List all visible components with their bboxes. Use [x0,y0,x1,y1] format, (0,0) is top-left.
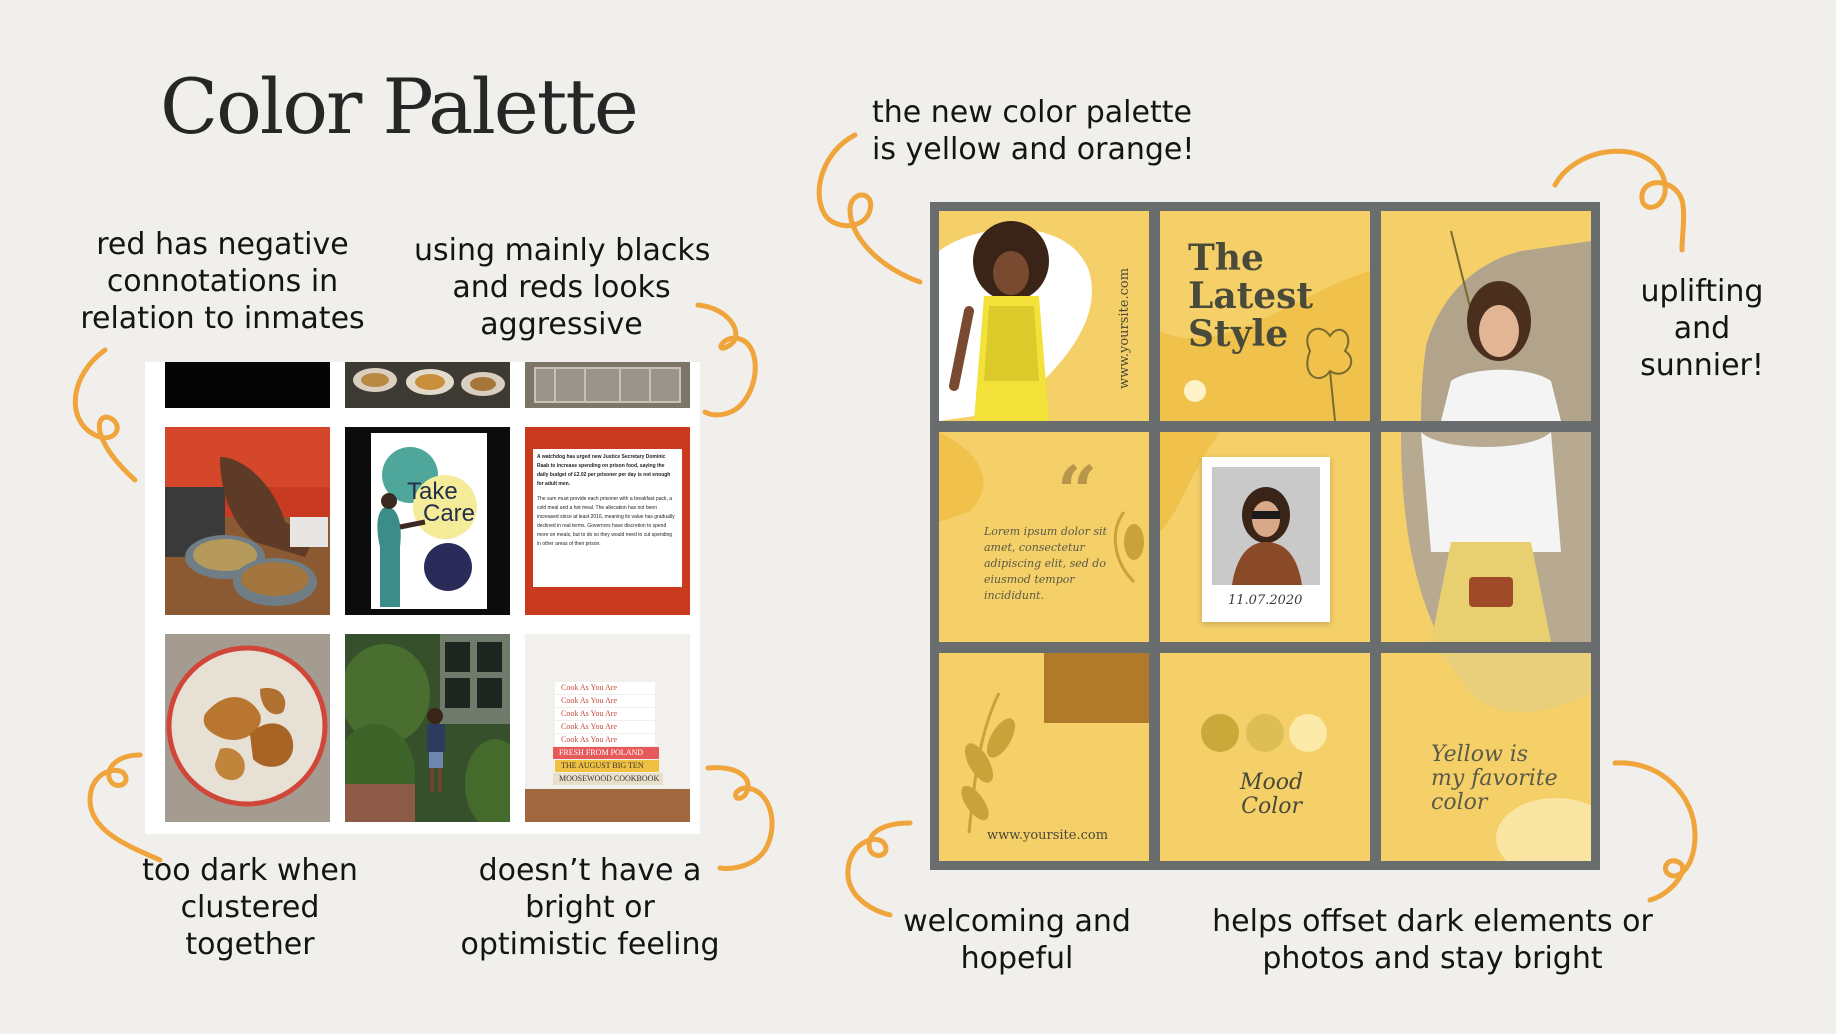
ygrid-mood-cell [1160,653,1370,861]
book-spine: Cook As You Are [555,721,655,733]
squiggle-new-palette [805,130,930,290]
book-spine: Cook As You Are [555,734,655,746]
mood-color-text: Mood Color [1240,770,1304,819]
book-spine: THE AUGUST BIG TEN [555,760,659,772]
ygrid-woman-cell-mid [1381,432,1591,642]
polaroid-photo [1212,467,1320,585]
ygrid-headline-cell [1160,211,1370,421]
ig-dumpling-plate-image [165,634,330,822]
ygrid-favorite-cell [1381,653,1591,861]
food-tray-photo [345,362,510,408]
news-article-text: A watchdog has urged new Justice Secretary Dominic Raab to increase spending on prison food, saying the daily budget of £2.02 per prisoner per day is not enough for adult men. The sum must provide each prisoner with a breakfast pack, a cold meal and a hot meal. The allocation has not been increased since at least 2016, meaning its value has gradually declined in real terms. Governors have discretion to spend more on meals, but to do so they would need to cut spending in other areas of their prison. [537,454,675,547]
book-spine: MOOSEWOOD COOKBOOK [553,773,663,785]
note-red-negative: red has negative connotations in relation to inmates [80,227,365,336]
squiggle-offset [1610,755,1700,905]
mood-color-swatches [1160,653,1370,861]
headline-text: The Latest Style [1188,237,1314,355]
white-sweater-woman-photo-mid [1381,432,1591,642]
take-care-title: Take Care [407,478,476,527]
ig-food-tray-image [345,362,510,408]
quote-mark: “ [1057,450,1098,533]
ig-take-care-image [345,427,510,615]
note-too-dark: too dark when clustered together [142,853,358,962]
dumpling-plate-photo [165,634,330,822]
book-spine: Cook As You Are [555,695,655,707]
ig-table-meal-image [165,427,330,615]
site-vertical-text: www.yoursite.com [1117,267,1132,389]
white-sweater-woman-photo-top [1381,211,1591,421]
favorite-color-text: Yellow is my favorite color [1431,742,1558,815]
squiggle-welcoming [840,815,940,925]
ygrid-leaf-cell [939,653,1149,861]
note-uplifting: uplifting and sunnier! [1640,274,1764,383]
note-offset: helps offset dark elements or photos and stay bright [1212,904,1653,976]
instagram-grid [145,362,700,834]
book-spine: FRESH FROM POLAND [553,747,659,759]
note-welcoming: welcoming and hopeful [903,904,1131,976]
ygrid-quote-cell [939,432,1149,642]
garden-person-photo [345,634,510,822]
ig-black-image [165,362,330,408]
ygrid-polaroid-cell [1160,432,1370,642]
yellow-template-grid [930,202,1600,870]
book-spine: Cook As You Are [555,682,655,694]
squiggle-blacks-reds [690,300,770,430]
book-spine: Cook As You Are [555,708,655,720]
note-blacks-reds: using mainly blacks and reds looks aggressive [414,233,711,342]
site-bottom-text: www.yoursite.com [987,828,1109,843]
lorem-ipsum-text: Lorem ipsum dolor sit amet, consectetur adipiscing elit, sed do eiusmod tempor incididunt. [984,525,1107,602]
polaroid-date: 11.07.2020 [1228,593,1303,608]
ig-cookbooks-image [525,634,690,822]
slide-title: Color Palette [160,62,637,151]
ig-news-article-image [525,427,690,615]
table-meal-photo [165,427,330,615]
note-new-palette: the new color palette is yellow and orange! [872,95,1195,167]
metal-tray-photo [525,362,690,408]
ig-garden-person-image [345,634,510,822]
ygrid-model-cell [939,211,1149,421]
note-not-bright: doesn’t have a bright or optimistic feeling [460,853,720,962]
ygrid-woman-cell-top [1381,211,1591,421]
polaroid-frame [1202,457,1330,622]
squiggle-red-negative [60,340,150,490]
squiggle-not-bright [700,760,790,880]
ig-metal-tray-image [525,362,690,408]
